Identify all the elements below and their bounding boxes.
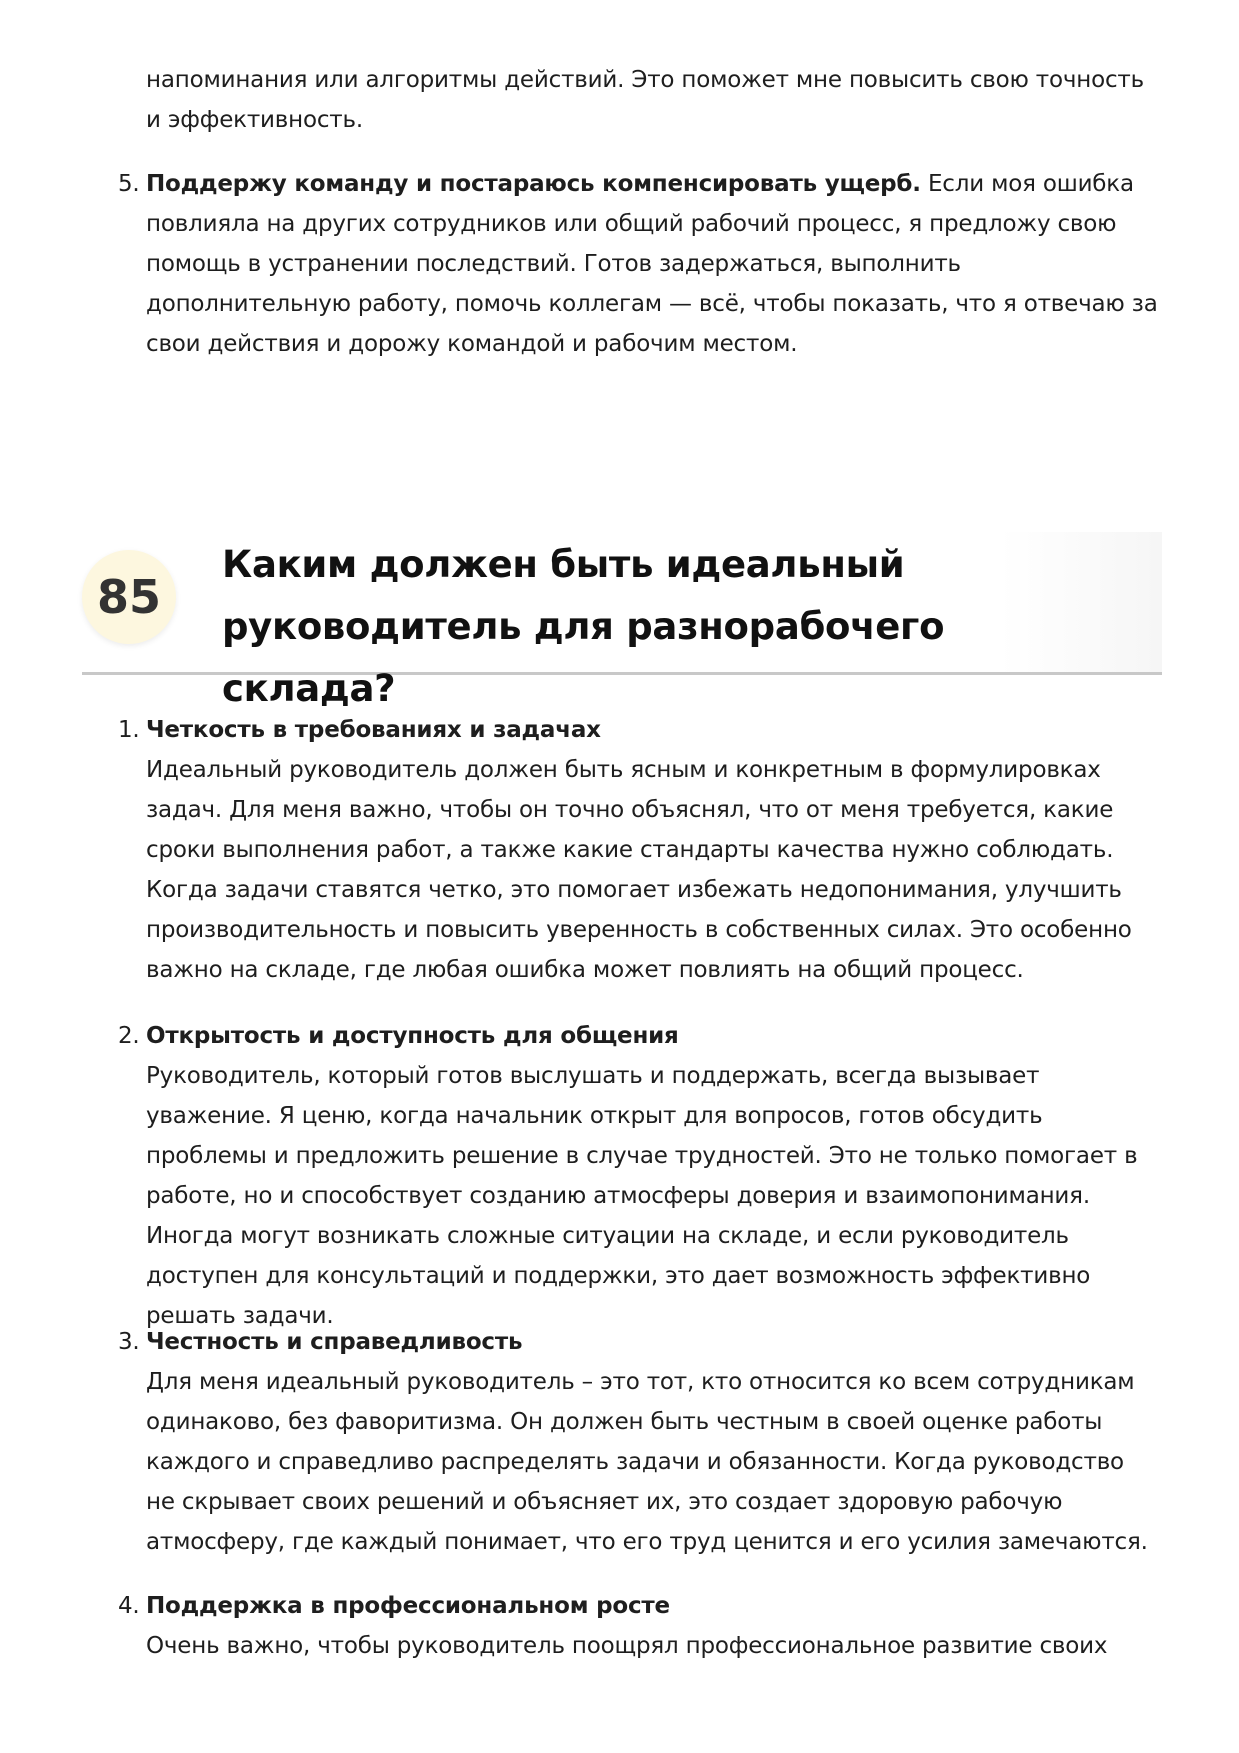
list-item-content bbox=[146, 1016, 1158, 1336]
list-item-3 bbox=[118, 1322, 1158, 1562]
list-number: 4. bbox=[118, 1593, 140, 1619]
list-item-content bbox=[146, 710, 1158, 990]
list-number: 1. bbox=[118, 717, 140, 743]
list-item-heading: Четкость в требованиях и задачах bbox=[146, 717, 601, 743]
section-number-badge: 85 bbox=[82, 550, 176, 644]
list-item-text: Идеальный руководитель должен быть ясным и конкретным в формулировках задач. Для меня важно, чтобы он точно объяснял, что от меня требуется, какие сроки выполнения работ, а также какие стандарты качества нужно соблюдать. Когда задачи ставятся четко, это помогает избежать недопонимания, улучшить производительность и повысить уверенность в собственных силах. Это особенно важно на складе, где любая ошибка может повлиять на общий процесс. bbox=[146, 757, 1132, 983]
list-item-content bbox=[146, 1586, 1158, 1666]
list-item-4 bbox=[118, 1586, 1158, 1666]
list-item-1 bbox=[118, 710, 1158, 990]
list-item-text: Для меня идеальный руководитель – это тот, кто относится ко всем сотрудникам одинаково, без фаворитизма. Он должен быть честным в своей оценке работы каждого и справедливо распределять задачи и обязанности. Когда руководство не скрывает своих решений и объясняет их, это создает здоровую рабочую атмосферу, где каждый понимает, что его труд ценится и его усилия замечаются. bbox=[146, 1369, 1148, 1555]
list-item-text: Руководитель, который готов выслушать и поддержать, всегда вызывает уважение. Я ценю, когда начальник открыт для вопросов, готов обсудить проблемы и предложить решение в случае трудностей. Это не только помогает в работе, но и способствует созданию атмосферы доверия и взаимопонимания. Иногда могут возникать сложные ситуации на складе, и если руководитель доступен для консультаций и поддержки, это дает возможность эффективно решать задачи. bbox=[146, 1063, 1138, 1329]
section-title: Каким должен быть идеальный руководитель для разнорабочего склада? bbox=[222, 543, 945, 710]
list-item-2 bbox=[118, 1016, 1158, 1336]
list-item-content bbox=[146, 1322, 1158, 1562]
continuation-text: напоминания или алгоритмы действий. Это поможет мне повысить свою точность и эффективность. bbox=[146, 67, 1144, 133]
section-header bbox=[82, 532, 1162, 710]
list-item-heading: Поддержка в профессиональном росте bbox=[146, 1593, 670, 1619]
list-item-lead: Поддержу команду и постараюсь компенсировать ущерб. bbox=[146, 171, 921, 197]
list-item-text: Если моя ошибка повлияла на других сотрудников или общий рабочий процесс, я предложу свою помощь в устранении последствий. Готов задержаться, выполнить дополнительную работу, помочь коллегам — всё, чтобы показать, что я отвечаю за свои действия и дорожу командой и рабочим местом. bbox=[146, 171, 1158, 357]
list-item-5-previous bbox=[118, 164, 1158, 364]
list-item-heading: Открытость и доступность для общения bbox=[146, 1023, 679, 1049]
list-item-heading: Честность и справедливость bbox=[146, 1329, 523, 1355]
list-item-text: Очень важно, чтобы руководитель поощрял профессиональное развитие своих bbox=[146, 1633, 1108, 1659]
list-number: 5. bbox=[118, 171, 140, 197]
continuation-paragraph bbox=[146, 60, 1156, 140]
list-number: 2. bbox=[118, 1023, 140, 1049]
list-number: 3. bbox=[118, 1329, 140, 1355]
list-item-content bbox=[146, 164, 1158, 364]
